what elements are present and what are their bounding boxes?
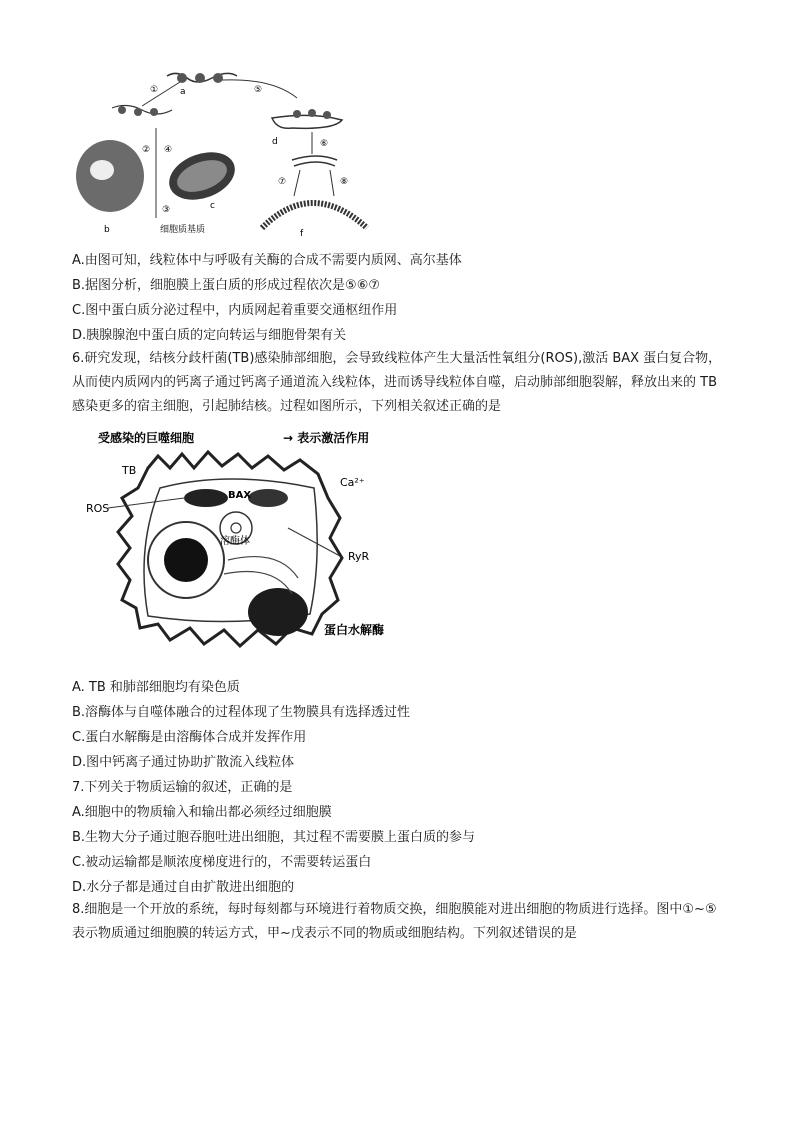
ros-label: ROS	[86, 502, 110, 515]
label-4: ④	[164, 145, 173, 155]
lysosome-label: 溶酶体	[220, 536, 250, 547]
mitochondrion-left	[184, 489, 228, 507]
protein-sorting-diagram	[72, 68, 372, 238]
label-a: a	[180, 87, 186, 97]
q5-option-c: C.图中蛋白质分泌过程中，内质网起着重要交通枢纽作用	[72, 303, 398, 318]
label-6: ⑥	[320, 139, 329, 149]
calcium-label: Ca²⁺	[340, 476, 365, 489]
q6-option-a: A. TB 和肺部细胞均有染色质	[72, 680, 240, 695]
q5-option-d: D.胰腺腺泡中蛋白质的定向转运与细胞骨架有关	[72, 328, 347, 343]
q6-option-b: B.溶酶体与自噬体融合的过程体现了生物膜具有选择透过性	[72, 705, 411, 720]
cell-membrane-shape	[262, 203, 367, 228]
q7-option-b: B.生物大分子通过胞吞胞吐进出细胞，其过程不需要膜上蛋白质的参与	[72, 830, 476, 845]
q6-option-c: C.蛋白水解酶是由溶酶体合成并发挥作用	[72, 730, 307, 745]
macrophage-figure	[78, 428, 438, 673]
q8-stem: 8.细胞是一个开放的系统，每时每刻都与环境进行着物质交换，细胞膜能对进出细胞的物质进行选择。图中①~⑤表示物质通过细胞膜的转运方式，甲~戊表示不同的物质或细胞结构。下列叙述错误的是	[72, 902, 717, 941]
q7-stem: 7.下列关于物质运输的叙述，正确的是	[72, 780, 293, 795]
q7-option-d: D.水分子都是通过自由扩散进出细胞的	[72, 880, 295, 895]
macrophage-diagram	[78, 428, 438, 673]
label-2: ②	[142, 145, 151, 155]
q5-option-b: B.据图分析，细胞膜上蛋白质的形成过程依次是⑤⑥⑦	[72, 278, 381, 293]
label-b: b	[104, 225, 110, 235]
activation-legend: → 表示激活作用	[283, 431, 370, 445]
ryr-label: RyR	[348, 550, 370, 563]
q5-option-a: A.由图可知，线粒体中与呼吸有关酶的合成不需要内质网、高尔基体	[72, 253, 462, 268]
q7-option-c: C.被动运输都是顺浓度梯度进行的，不需要转运蛋白	[72, 855, 372, 870]
er-shape	[272, 115, 342, 128]
label-5: ⑤	[254, 85, 263, 95]
protein-sorting-figure	[72, 68, 372, 238]
q7-option-a: A.细胞中的物质输入和输出都必须经过细胞膜	[72, 805, 332, 820]
bax-label: BAX	[228, 490, 252, 501]
label-8: ⑧	[340, 177, 349, 187]
q6-stem: 6.研究发现，结核分歧杆菌(TB)感染肺部细胞，会导致线粒体产生大量活性氧组分(ROS),激活 BAX 蛋白复合物，从而使内质网内的钙离子通过钙离子通道流入线粒体，进而诱导线粒体自噬，启动肺部细胞裂解，释放出来的 TB 感染更多的宿主细胞，引起肺结核。过程如图所示，下列相关叙述正确的是	[72, 351, 722, 414]
tb-label: TB	[122, 464, 137, 477]
protease-label: 蛋白水解酶	[324, 623, 385, 637]
golgi-shape	[292, 156, 337, 160]
protease-shape	[248, 588, 308, 636]
label-d: d	[272, 137, 278, 147]
label-f: f	[300, 229, 304, 238]
mitochondrion-right	[248, 489, 288, 507]
q6-option-d: D.图中钙离子通过协助扩散流入线粒体	[72, 755, 295, 770]
label-3: ③	[162, 205, 171, 215]
label-c: c	[210, 201, 215, 211]
cytoplasm-matrix-label: 细胞质基质	[160, 225, 206, 235]
macrophage-title: 受感染的巨噬细胞	[98, 431, 195, 445]
label-1: ①	[150, 85, 159, 95]
label-7: ⑦	[278, 177, 287, 187]
nucleolus	[164, 538, 208, 582]
